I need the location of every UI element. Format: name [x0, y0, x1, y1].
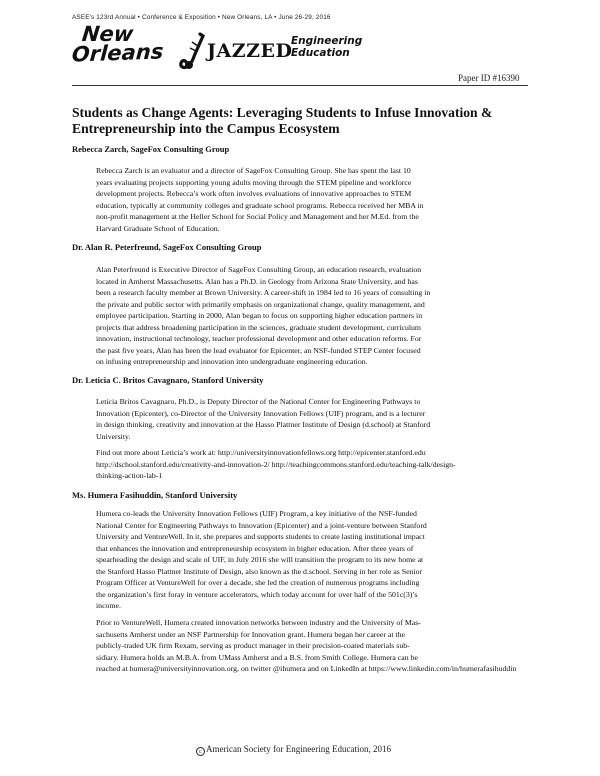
bio-line: on infusing entrepreneurship and innovation into undergraduate engineering education. [96, 357, 368, 366]
bio-line: located in Amherst Massachusetts. Alan has a Ph.D. in Geology from Arizona State University, and has [96, 276, 418, 286]
bio-line: Leticia Britos Cavagnaro, Ph.D., is Deputy Director of the National Center for Engineering Pathways to [96, 397, 421, 406]
bio-line: income. [96, 601, 121, 610]
bio-line: Innovation (Epicenter), co-Director of the University Innovation Fellows (UIF) program, and is a lecturer [96, 408, 426, 418]
conference-logo [72, 24, 372, 82]
header-divider [72, 85, 528, 86]
bio-line: spearheading the design and scale of UIF, in July 2016 she will transition the program to its new home at [96, 555, 424, 564]
bio-line: projects that address broadening participation in the sciences, graduate student development, curriculum [96, 322, 421, 332]
bio-line: Prior to VentureWell, Humera created innovation networks between industry and the University of Mas- [96, 618, 421, 627]
paper-title: Students as Change Agents: Leveraging Students to Infuse Innovation & Entrepreneurship into the Campus Ecosystem [72, 105, 493, 136]
bio-line: education, typically at community colleges and graduate school programs. Rebecca received her MBA in [96, 200, 424, 210]
bio-line: in design thinking, creativity and innovation at the Hasso Plattner Institute of Design (d.school) at Stanford [96, 420, 431, 429]
author-name: Rebecca Zarch, SageFox Consulting Group [72, 144, 230, 154]
author-bio [96, 165, 528, 234]
author-bio [96, 396, 528, 442]
conference-banner-text: ASEE's 123rd Annual • Conference & Exposition • New Orleans, LA • June 26-29, 2016 [72, 14, 331, 21]
author-name: Dr. Leticia C. Britos Cavagnaro, Stanford University [72, 375, 264, 385]
bio-line: sidiary. Humera holds an M.B.A. from UMass Amherst and a B.S. from Smith College. Humera can be [96, 652, 418, 662]
bio-line: publicly-traded UK firm Rexam, serving as product manager in their precision-coated materials sub- [96, 641, 410, 650]
author-links [96, 447, 528, 482]
copyright-footer [196, 744, 391, 756]
bio-line: University and VentureWell. In it, she prepares and supports students to create lasting institutional impact [96, 532, 425, 541]
author-name: Ms. Humera Fasihuddin, Stanford University [72, 490, 238, 500]
logo-education-text: Education [291, 47, 350, 59]
author-bio-continued [96, 617, 528, 675]
bio-line: that enhances the innovation and entrepreneurship ecosystem in higher education. After three years of [96, 543, 414, 553]
author-bio [96, 264, 528, 368]
bio-line: http://dschool.stanford.edu/creativity-and-innovation-2/ http://teachingcommons.stanford.edu/teaching-talk/design- [96, 459, 456, 469]
bio-line: years evaluating projects supporting young adults moving through the STEM pipeline and workforce [96, 177, 412, 187]
author-bio [96, 508, 528, 612]
saxophone-icon [178, 32, 210, 72]
bio-line: sachusetts Amherst under an NSF Partnership for Innovation grant. Humera began her career at the [96, 629, 405, 639]
bio-line: the past five years, Alan has been the lead evaluator for Epicenter, an NSF-funded STEP Center focused [96, 345, 421, 355]
bio-line: Alan Peterfreund is Executive Director of SageFox Consulting Group, an education research, evaluation [96, 265, 422, 274]
logo-new-text: New [80, 22, 135, 46]
bio-line: thinking-action-lab-1 [96, 471, 163, 480]
logo-orleans-text: Orleans [71, 39, 165, 67]
bio-line: employee participation. Starting in 2000, Alan began to focus on supporting higher education partners in [96, 311, 423, 320]
copyright-text: American Society for Engineering Education, 2016 [206, 744, 391, 754]
logo-engineering-text: Engineering [291, 35, 363, 47]
bio-line: development projects. Rebecca’s work often involves evaluations of innovative approaches to STEM [96, 189, 412, 198]
bio-line: Rebecca Zarch is an evaluator and a director of SageFox Consulting Group. She has spent the last 10 [96, 166, 411, 175]
logo-jazzed-text: JAZZED [207, 40, 293, 62]
bio-line: Harvard Graduate School of Education. [96, 223, 220, 233]
bio-line: been a research faculty member at Brown University. A career-shift in 1984 led to 16 years of consulting in [96, 288, 431, 297]
bio-line: reached at humera@universityinnovation.org, on twitter @ihumera and on LinkedIn at https://www.linkedin.com/in/humerafasihuddin [96, 664, 517, 673]
bio-line: University. [96, 431, 131, 441]
bio-line: Humera co-leads the University Innovation Fellows (UIF) Program, a key initiative of the NSF-funded [96, 509, 417, 518]
paper-id: Paper ID #16390 [458, 73, 520, 83]
bio-line: the Stanford Hasso Plattner Institute of Design, also known as the d.school. Serving in her role as Senior [96, 566, 423, 576]
bio-line: the organization’s first foray in venture accelerators, which today account for over half of the 501c(3)’s [96, 589, 418, 599]
bio-line: Program Officer at VentureWell for over a decade, she led the creation of numerous programs including [96, 578, 420, 587]
bio-line: non-profit management at the Heller School for Social Policy and Management and her M.Ed. from the [96, 212, 419, 221]
author-name: Dr. Alan R. Peterfreund, SageFox Consulting Group [72, 242, 262, 252]
bio-line: National Center for Engineering Pathways to Innovation (Epicenter) and a joint-venture between Stanford [96, 520, 427, 530]
bio-line: Find out more about Leticia’s work at: http://universityinnovationfellows.org http://epicenter.stanford.edu [96, 448, 426, 457]
copyright-icon: c [196, 747, 205, 756]
bio-line: the private and public sector with primarily emphasis on organizational change, quality management, and [96, 299, 425, 309]
bio-line: innovation, instructional technology, teacher professional development and other education reforms. For [96, 334, 422, 343]
